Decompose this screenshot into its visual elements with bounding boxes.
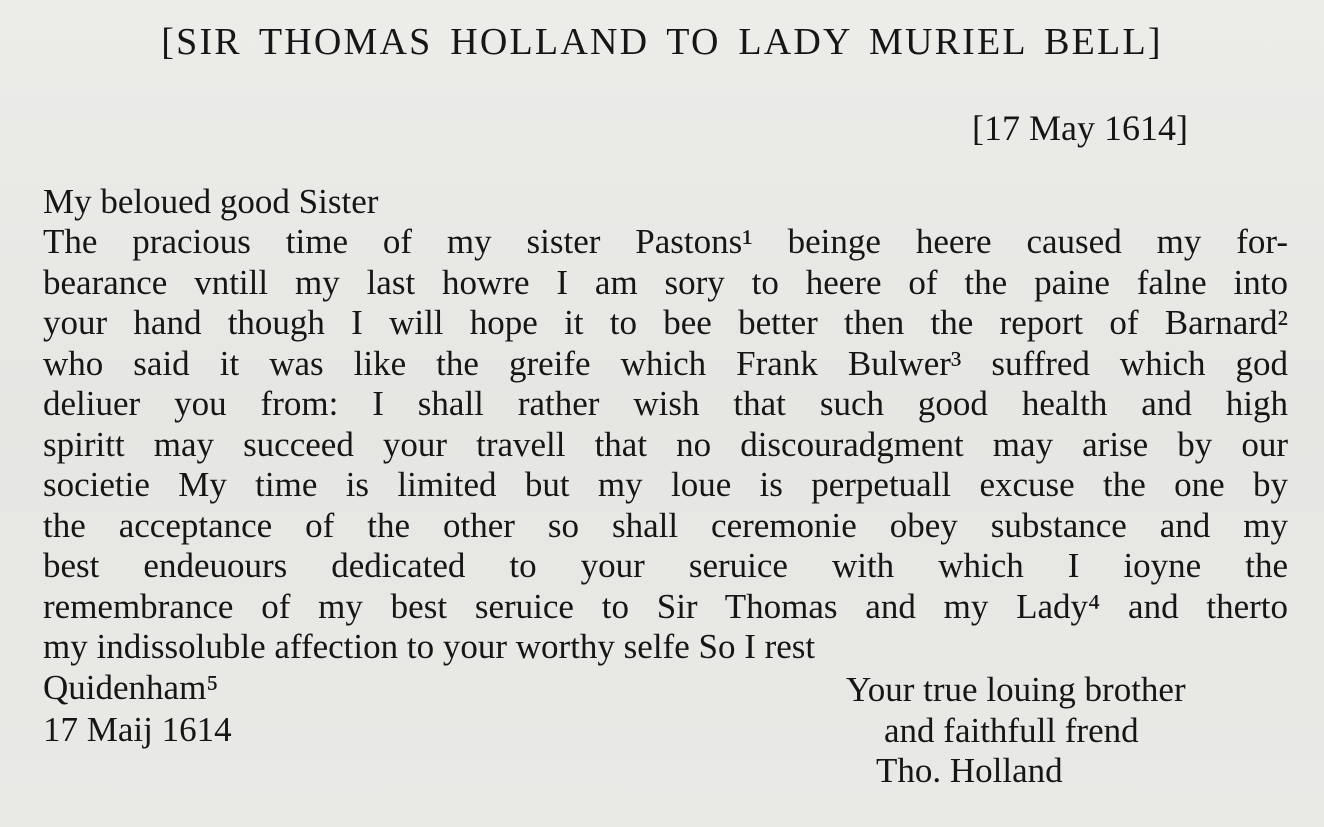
body-line: deliuer you from: I shall rather wish that such good health and high — [43, 384, 1288, 423]
body-line: societie My time is limited but my loue is perpetuall excuse the one by — [43, 465, 1288, 504]
letter-date: [17 May 1614] — [972, 108, 1188, 148]
letter-heading: [SIR THOMAS HOLLAND TO LADY MURIEL BELL] — [161, 21, 1163, 63]
body-line: remembrance of my best seruice to Sir Thomas and my Lady⁴ and therto — [43, 586, 1288, 626]
body-line: best endeuours dedicated to your seruice with which I ioyne the — [43, 546, 1288, 585]
body-line: my indissoluble affection to your worthy selfe So I rest — [43, 627, 816, 666]
letter-place: Quidenham⁵ — [43, 668, 219, 707]
salutation: My beloued good Sister — [43, 182, 379, 221]
signature: Tho. Holland — [876, 751, 1063, 790]
body-line: your hand though I will hope it to bee better then the report of Barnard² — [43, 303, 1288, 342]
body-line: the acceptance of the other so shall ceremonie obey substance and my — [43, 505, 1288, 545]
body-line: who said it was like the greife which Frank Bulwer³ suffred which god — [43, 343, 1288, 383]
letter-body — [43, 222, 1288, 668]
body-line: bearance vntill my last howre I am sory to heere of the paine falne into — [43, 262, 1288, 302]
letter-place-date: 17 Maij 1614 — [43, 710, 232, 749]
body-line: spiritt may succeed your travell that no discouradgment may arise by our — [43, 424, 1288, 464]
closing-line: Your true louing brother — [846, 670, 1186, 709]
body-line: The pracious time of my sister Pastons¹ beinge heere caused my for- — [43, 222, 1288, 261]
closing-line: and faithfull frend — [884, 710, 1139, 750]
letter-closing — [846, 670, 1186, 792]
